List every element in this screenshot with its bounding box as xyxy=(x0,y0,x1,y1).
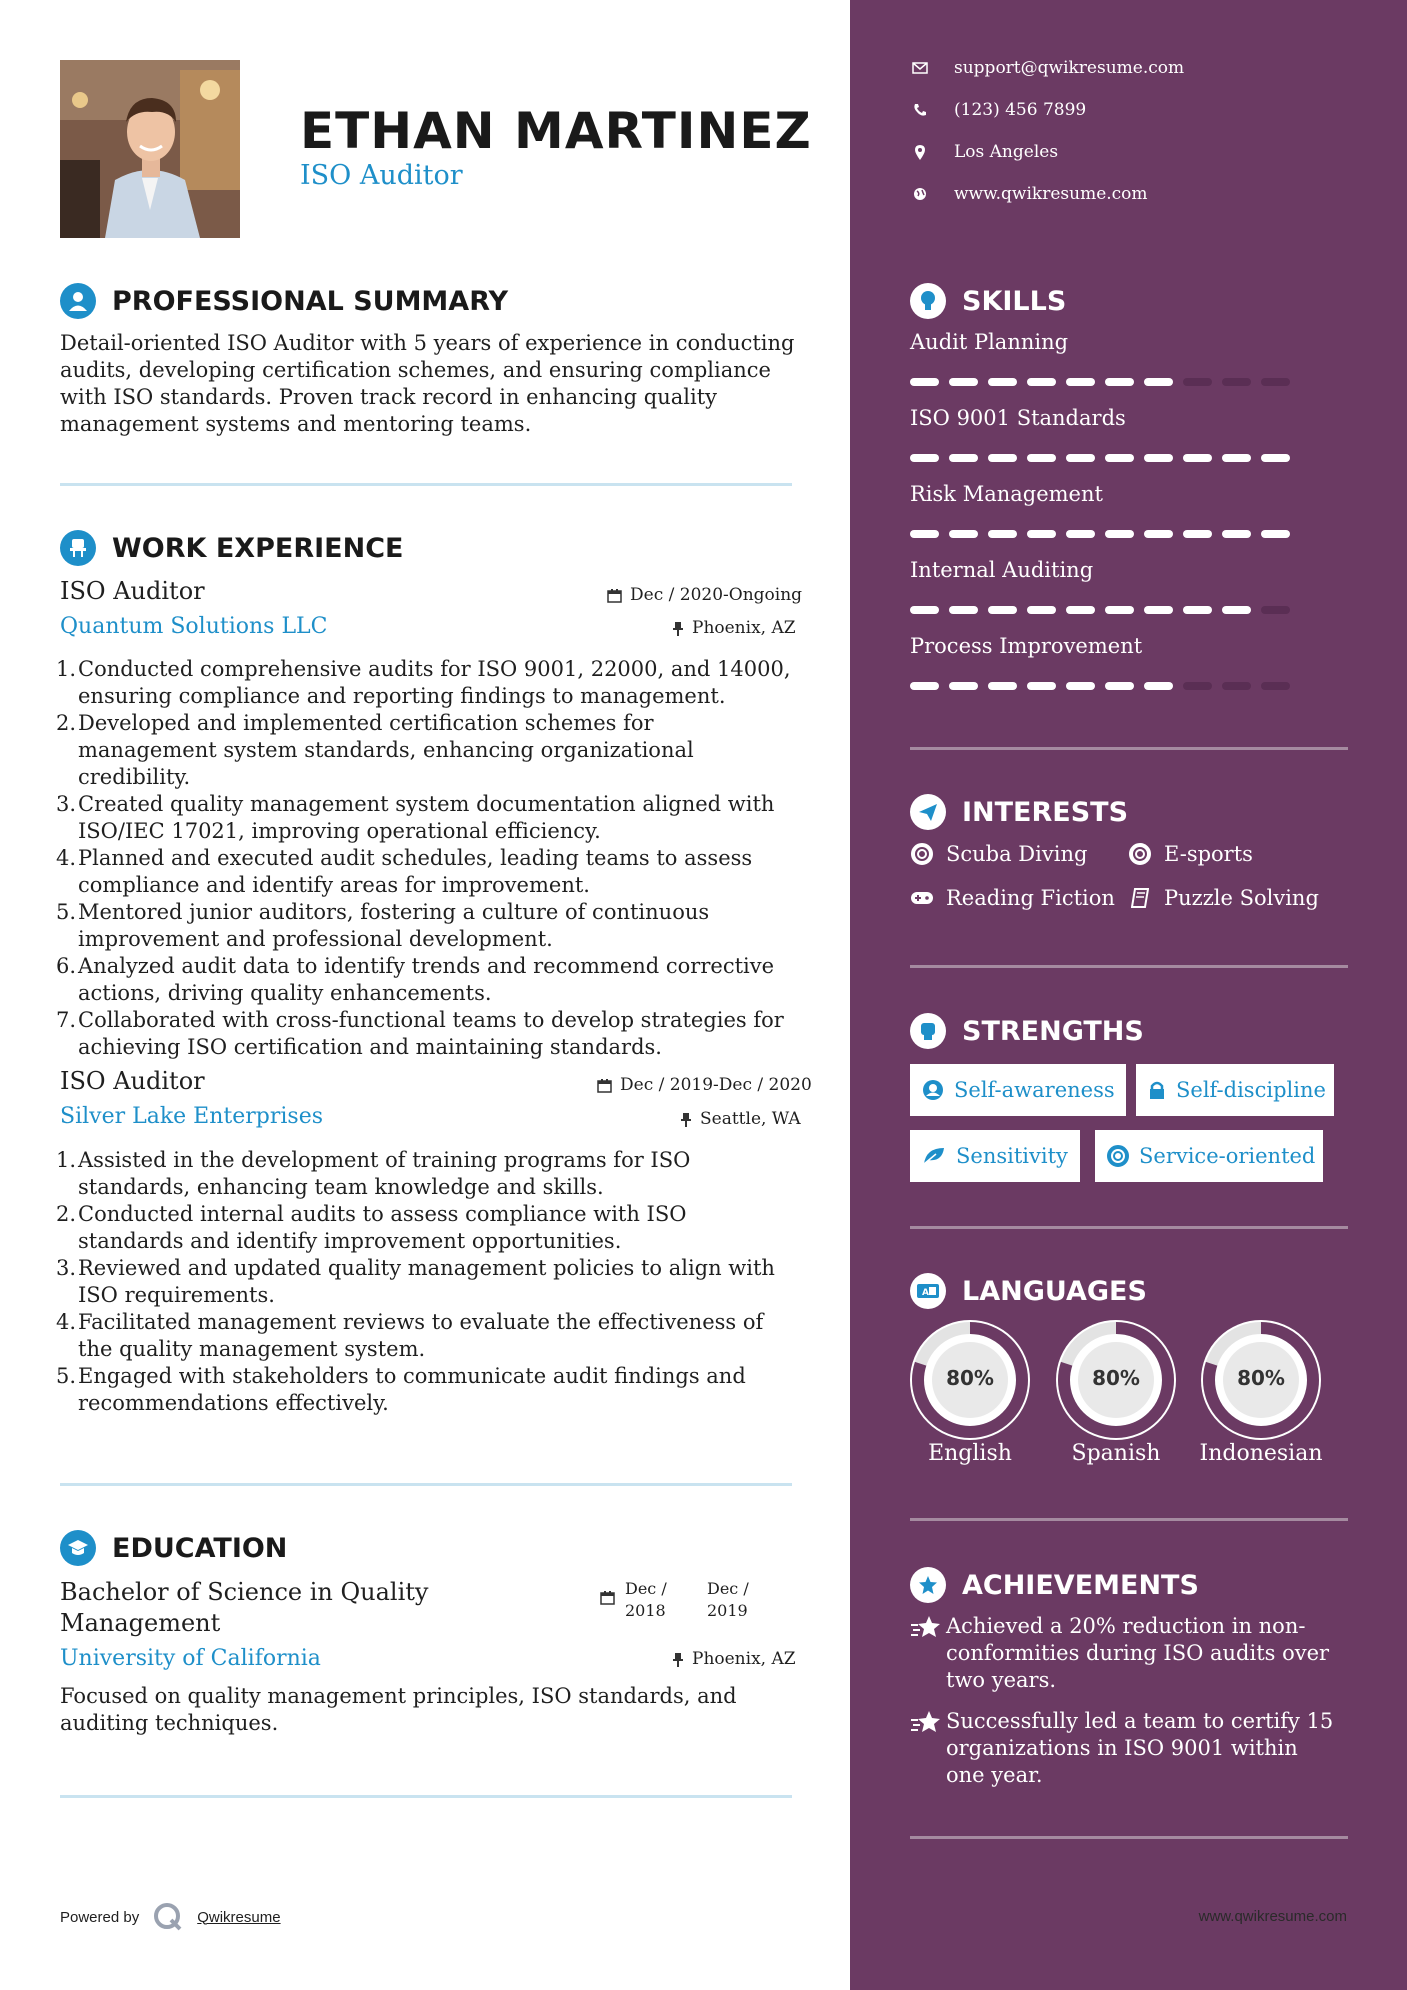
calendar-icon xyxy=(600,1590,615,1609)
paper-plane-icon xyxy=(910,794,946,830)
skill-dash xyxy=(1261,454,1290,462)
list-item: 2. Conducted internal audits to assess compliance with ISO standards and identify improvement opportunities. xyxy=(56,1202,687,1253)
skills-heading: SKILLS xyxy=(910,283,1066,319)
skill-dash xyxy=(1027,454,1056,462)
divider xyxy=(910,747,1348,750)
skill-dash xyxy=(1261,378,1290,386)
divider xyxy=(60,1795,792,1798)
education-title: EDUCATION xyxy=(112,1532,288,1564)
skill-dash xyxy=(1183,682,1212,690)
interest-item: Scuba Diving xyxy=(910,842,1087,866)
skill-dash xyxy=(1144,606,1173,614)
lifebuoy-icon xyxy=(910,843,934,865)
list-item: 4. Planned and executed audit schedules, leading teams to assess compliance and identify areas for improvement. xyxy=(56,846,753,897)
contact-phone[interactable]: (123) 456 7899 xyxy=(910,100,1086,120)
job-bullets xyxy=(56,1147,796,1417)
fist-icon xyxy=(910,1013,946,1049)
skill-dash xyxy=(1261,530,1290,538)
edu-end-date: Dec / 2019 xyxy=(707,1579,749,1620)
interests-heading: INTERESTS xyxy=(910,794,1128,830)
language-name: Indonesian xyxy=(1199,1441,1323,1466)
skill-name: Internal Auditing xyxy=(910,558,1094,582)
skill-dash xyxy=(949,682,978,690)
skill-name: ISO 9001 Standards xyxy=(910,406,1126,430)
divider xyxy=(910,1836,1348,1839)
skill-dash xyxy=(910,378,939,386)
skill-dash xyxy=(1105,378,1134,386)
skill-dash xyxy=(1066,682,1095,690)
skill-dash xyxy=(1066,454,1095,462)
star-icon xyxy=(910,1615,946,1694)
job-title: ISO Auditor xyxy=(60,1067,205,1095)
skill-dash xyxy=(910,454,939,462)
job-location: Seattle, WA xyxy=(680,1109,801,1129)
achievements-heading: ACHIEVEMENTS xyxy=(910,1567,1199,1603)
list-item: 6. Analyzed audit data to identify trends and recommend corrective actions, driving quality enhancements. xyxy=(56,954,775,1005)
skill-dash xyxy=(1222,606,1251,614)
calendar-icon xyxy=(597,1078,612,1093)
footer-website[interactable]: www.qwikresume.com xyxy=(1198,1908,1347,1925)
skill-dash xyxy=(1183,454,1212,462)
skill-dash xyxy=(1222,530,1251,538)
skill-dash xyxy=(988,378,1017,386)
skill-dash xyxy=(988,606,1017,614)
skill-name: Audit Planning xyxy=(910,330,1069,354)
globe-icon xyxy=(910,187,930,201)
skill-meter xyxy=(910,682,1290,690)
list-item: 1. Conducted comprehensive audits for ISO 9001, 22000, and 14000, ensuring compliance and reporting findings to management. xyxy=(56,657,791,708)
skill-dash xyxy=(1105,530,1134,538)
divider xyxy=(910,965,1348,968)
contact-location: Los Angeles xyxy=(910,142,1058,162)
skill-dash xyxy=(1066,378,1095,386)
lifebuoy-icon xyxy=(1107,1145,1129,1167)
skill-dash xyxy=(1027,682,1056,690)
skill-dash xyxy=(910,530,939,538)
summary-text: Detail-oriented ISO Auditor with 5 years of experience in conducting audits, developing certification schemes, and ensuring compliance with ISO standards. Proven track record in enhancing quality management systems and mentoring teams. xyxy=(60,331,795,436)
achievement-item: Achieved a 20% reduction in non-conformities during ISO audits over two years. xyxy=(910,1613,1340,1694)
interest-item: Reading Fiction xyxy=(910,886,1115,910)
book-icon xyxy=(1128,888,1152,908)
chair-icon xyxy=(60,530,96,566)
divider xyxy=(910,1226,1348,1229)
edu-start-date: Dec / 2018 xyxy=(625,1579,667,1620)
skill-dash xyxy=(988,530,1017,538)
profile-photo xyxy=(60,60,240,238)
job-location: Phoenix, AZ xyxy=(672,618,796,638)
skill-dash xyxy=(1105,682,1134,690)
list-item: 1. Assisted in the development of training programs for ISO standards, enhancing team knowledge and skills. xyxy=(56,1148,691,1199)
strength-chip: Self-awareness xyxy=(910,1064,1126,1116)
skill-dash xyxy=(1183,606,1212,614)
list-item: 5. Mentored junior auditors, fostering a culture of continuous improvement and professional development. xyxy=(56,900,710,951)
language-percent: 80% xyxy=(1092,1366,1140,1390)
divider xyxy=(910,1518,1348,1521)
skill-dash xyxy=(1066,606,1095,614)
skill-dash xyxy=(1027,606,1056,614)
list-item: 3. Created quality management system documentation aligned with ISO/IEC 17021, improving operational efficiency. xyxy=(56,792,775,843)
skill-dash xyxy=(1105,606,1134,614)
edu-location: Phoenix, AZ xyxy=(672,1649,796,1669)
skill-dash xyxy=(1183,530,1212,538)
skill-dash xyxy=(1222,454,1251,462)
summary-heading xyxy=(60,283,508,319)
job-date: Dec / 2020-Ongoing xyxy=(607,585,802,605)
skill-dash xyxy=(988,682,1017,690)
star-icon xyxy=(910,1710,946,1789)
contact-website[interactable]: www.qwikresume.com xyxy=(910,184,1148,204)
skill-dash xyxy=(1144,454,1173,462)
skill-dash xyxy=(1144,682,1173,690)
strength-chip: Service-oriented xyxy=(1095,1130,1323,1182)
star-badge-icon xyxy=(910,1567,946,1603)
skill-dash xyxy=(1105,454,1134,462)
work-title: WORK EXPERIENCE xyxy=(112,532,404,564)
list-item: 2. Developed and implemented certification schemes for management system standards, enhancing organizational credibility. xyxy=(56,711,694,789)
map-marker-icon xyxy=(910,145,930,160)
strength-chip: Sensitivity xyxy=(910,1130,1080,1182)
edu-description: Focused on quality management principles, ISO standards, and auditing techniques. xyxy=(60,1684,737,1735)
degree: Bachelor of Science in Quality Management xyxy=(60,1578,429,1637)
lifebuoy-icon xyxy=(1128,843,1152,865)
pin-icon xyxy=(672,1652,684,1667)
skill-dash xyxy=(910,682,939,690)
user-icon xyxy=(60,283,96,319)
lock-icon xyxy=(1148,1080,1166,1100)
skill-meter xyxy=(910,378,1290,386)
powered-by-label: Powered by xyxy=(60,1908,140,1926)
skill-dash xyxy=(1144,378,1173,386)
phone-icon xyxy=(910,103,930,117)
skill-dash xyxy=(949,378,978,386)
languages-heading: A LANGUAGES xyxy=(910,1273,1147,1309)
skill-meter xyxy=(910,530,1290,538)
candidate-role: ISO Auditor xyxy=(300,160,463,191)
skill-dash xyxy=(1144,530,1173,538)
skill-dash xyxy=(949,530,978,538)
pin-icon xyxy=(680,1112,692,1127)
company-name: Silver Lake Enterprises xyxy=(60,1104,324,1129)
graduation-cap-icon xyxy=(60,1530,96,1566)
leaf-icon xyxy=(922,1146,946,1166)
skill-dash xyxy=(1066,530,1095,538)
user-circle-icon xyxy=(922,1079,944,1101)
skill-dash xyxy=(910,606,939,614)
powered-by xyxy=(60,1902,281,1932)
lightbulb-icon xyxy=(910,283,946,319)
skill-meter xyxy=(910,606,1290,614)
pin-icon xyxy=(672,621,684,636)
job-date: Dec / 2019-Dec / 2020 xyxy=(597,1075,812,1095)
list-item: 7. Collaborated with cross-functional teams to develop strategies for achieving ISO certification and maintaining standards. xyxy=(56,1008,784,1059)
skill-name: Risk Management xyxy=(910,482,1103,506)
divider xyxy=(60,483,792,486)
skill-dash xyxy=(1027,378,1056,386)
language-name: English xyxy=(928,1441,1012,1466)
qwikresume-logo-icon xyxy=(153,1902,183,1932)
education-heading xyxy=(60,1530,287,1566)
work-heading xyxy=(60,530,403,566)
strengths-heading: STRENGTHS xyxy=(910,1013,1144,1049)
list-item: 3. Reviewed and updated quality management policies to align with ISO requirements. xyxy=(56,1256,775,1307)
achievement-item: Successfully led a team to certify 15 organizations in ISO 9001 within one year. xyxy=(910,1708,1340,1789)
divider xyxy=(60,1483,792,1486)
job-bullets xyxy=(56,656,796,1061)
envelope-icon xyxy=(910,62,930,74)
skill-meter xyxy=(910,454,1290,462)
interest-item: Puzzle Solving xyxy=(1128,886,1319,910)
interest-item: E-sports xyxy=(1128,842,1253,866)
school-name: University of California xyxy=(60,1646,321,1671)
skill-dash xyxy=(1261,606,1290,614)
skill-dash xyxy=(949,454,978,462)
language-percent: 80% xyxy=(1237,1366,1285,1390)
company-name: Quantum Solutions LLC xyxy=(60,614,328,639)
list-item: 4. Facilitated management reviews to evaluate the effectiveness of the quality management system. xyxy=(56,1310,764,1361)
contact-email[interactable]: support@qwikresume.com xyxy=(910,58,1184,78)
skill-dash xyxy=(988,454,1017,462)
gamepad-icon xyxy=(910,891,934,905)
skill-dash xyxy=(949,606,978,614)
language-percent: 80% xyxy=(946,1366,994,1390)
skill-name: Process Improvement xyxy=(910,634,1143,658)
skill-dash xyxy=(1027,530,1056,538)
skill-dash xyxy=(1183,378,1212,386)
skill-dash xyxy=(1222,682,1251,690)
language-name: Spanish xyxy=(1071,1441,1161,1466)
skill-dash xyxy=(1222,378,1251,386)
job-title: ISO Auditor xyxy=(60,577,205,605)
summary-title: PROFESSIONAL SUMMARY xyxy=(112,285,509,317)
qwikresume-link[interactable]: Qwikresume xyxy=(197,1908,281,1926)
svg-text:A: A xyxy=(922,1288,929,1298)
candidate-name: ETHAN MARTINEZ xyxy=(300,102,812,160)
strength-chip: Self-discipline xyxy=(1136,1064,1334,1116)
calendar-icon xyxy=(607,588,622,603)
skill-dash xyxy=(1261,682,1290,690)
list-item: 5. Engaged with stakeholders to communicate audit findings and recommendations effectively. xyxy=(56,1364,746,1415)
